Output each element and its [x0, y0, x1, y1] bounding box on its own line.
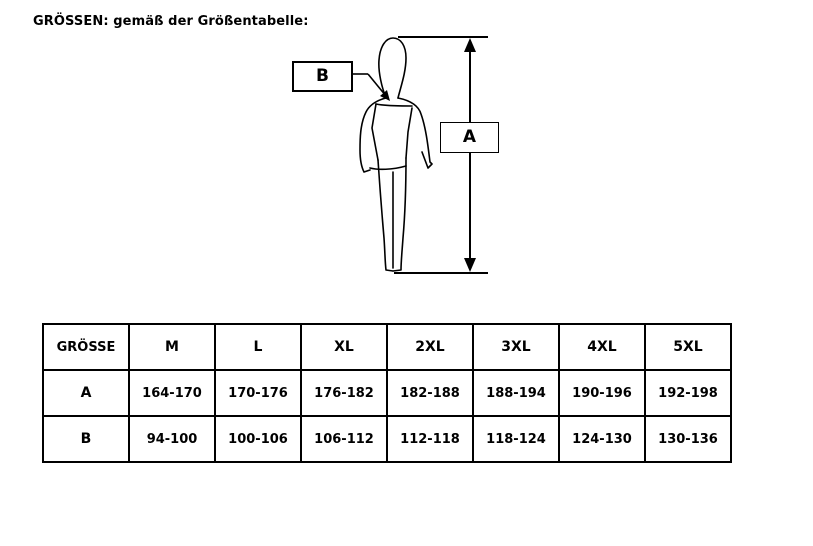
label-a-box: A	[440, 122, 499, 153]
table-header-row	[43, 324, 731, 370]
size-5xl-header: 5XL	[645, 324, 731, 370]
label-b-box: B	[292, 61, 353, 92]
table-cell: 188-194	[473, 370, 559, 416]
table-cell: 182-188	[387, 370, 473, 416]
table-row-a	[43, 370, 731, 416]
table-cell: 94-100	[129, 416, 215, 462]
table-cell: 192-198	[645, 370, 731, 416]
table-cell: 124-130	[559, 416, 645, 462]
size-table	[42, 323, 732, 463]
page-title: GRÖSSEN: gemäß der Größentabelle:	[33, 14, 309, 29]
table-cell: 112-118	[387, 416, 473, 462]
size-m-header: M	[129, 324, 215, 370]
size-2xl-header: 2XL	[387, 324, 473, 370]
table-row-b	[43, 416, 731, 462]
table-cell: 164-170	[129, 370, 215, 416]
table-cell: 176-182	[301, 370, 387, 416]
table-cell: 118-124	[473, 416, 559, 462]
table-cell: 170-176	[215, 370, 301, 416]
size-xl-header: XL	[301, 324, 387, 370]
table-cell: 100-106	[215, 416, 301, 462]
row-label-a: A	[43, 370, 129, 416]
table-cell: 106-112	[301, 416, 387, 462]
table-header-label: GRÖSSE	[43, 324, 129, 370]
table-cell: 190-196	[559, 370, 645, 416]
row-label-b: B	[43, 416, 129, 462]
size-3xl-header: 3XL	[473, 324, 559, 370]
table-cell: 130-136	[645, 416, 731, 462]
size-l-header: L	[215, 324, 301, 370]
size-4xl-header: 4XL	[559, 324, 645, 370]
